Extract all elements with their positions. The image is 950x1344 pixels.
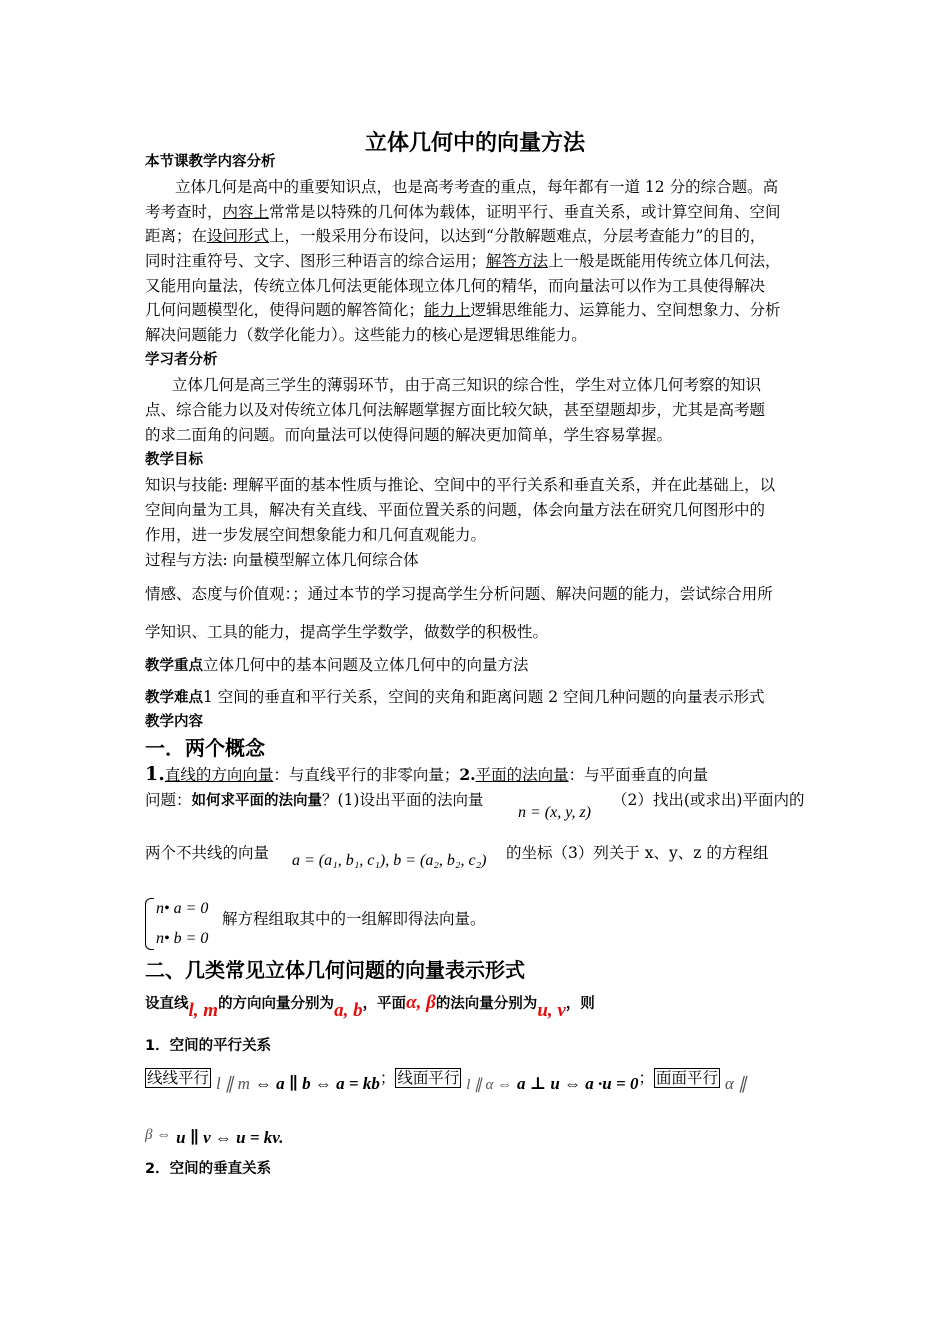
question-line: 问题：如何求平面的法向量？(1)设出平面的法向量 — [145, 791, 484, 809]
para-line: 学知识、工具的能力，提高学生学数学，做数学的积极性。 — [145, 623, 549, 641]
para-line: 距离；在设问形式上，一般采用分布设问，以达到“分散解题难点，分层考查能力”的目的， — [145, 227, 766, 245]
equation-1: n• a = 0 — [156, 900, 209, 917]
normal-vector-formula: n = (x, y, z) — [518, 804, 591, 821]
para-line: 过程与方法: 向量模型解立体几何综合体 — [145, 551, 419, 569]
para-line: 解方程组取其中的一组解即得法向量。 — [222, 910, 486, 928]
para-line: 又能用向量法，传统立体几何法更能体现立体几何的精华，而向量法可以作为工具使得解决 — [145, 277, 766, 295]
para-line: 的坐标（3）列关于 x、y、z 的方程组 — [506, 844, 769, 862]
label-plane-plane-parallel: 面面平行 — [655, 1069, 718, 1087]
para-line: 同时注重符号、文字、图形三种语言的综合运用；解答方法上一般是既能用传统立体几何法， — [145, 252, 781, 270]
heading-teaching-content: 教学内容 — [145, 714, 203, 730]
heading-content-analysis: 本节课教学内容分析 — [145, 154, 276, 170]
vector-coordinates-formula: a = (a₁, b₁, c₁), b = (a₂, b₂, c₂) — [292, 852, 487, 869]
setup-line: 设直线l, m的方向向量分别为a, b，平面α, β的法向量分别为u, v，则 — [145, 992, 595, 1021]
label-line-plane-parallel: 线面平行 — [397, 1069, 460, 1087]
para-line: 考考查时，内容上常常是以特殊的几何体为载体，证明平行、垂直关系，或计算空间角、空间 — [145, 203, 781, 221]
label-line-line-parallel: 线线平行 — [147, 1069, 210, 1087]
concept-definitions: 1.直线的方向向量：与直线平行的非零向量；2.平面的法向量：与平面垂直的向量 — [145, 763, 709, 785]
para-line: 空间向量为工具，解决有关直线、平面位置关系的问题，体会向量方法在研究几何图形中的 — [145, 501, 766, 519]
heading-vector-forms: 二、几类常见立体几何问题的向量表示形式 — [145, 958, 525, 982]
heading-perpendicular-relations: 2．空间的垂直关系 — [145, 1161, 272, 1177]
heading-parallel-relations: 1．空间的平行关系 — [145, 1038, 272, 1054]
para-line: 立体几何是高三学生的薄弱环节，由于高三知识的综合性，学生对立体几何考察的知识 — [172, 376, 762, 394]
parallel-formulas-cont: β ⇔ u ∥ v ⇔ u = kv. — [145, 1127, 284, 1147]
equation-2: n• b = 0 — [156, 930, 209, 947]
heading-two-concepts: 一．两个概念 — [145, 736, 265, 760]
parallel-formulas: 线线平行 l ∥ m ⇔ a ∥ b ⇔ a = kb； 线面平行 l ∥ α ⇔ a ⊥ u ⇔ a ·u = 0； 面面平行 α ∥ — [147, 1069, 747, 1093]
para-line: 知识与技能: 理解平面的基本性质与推论、空间中的平行关系和垂直关系，并在此基础上，以 — [145, 476, 776, 494]
heading-teaching-goals: 教学目标 — [145, 452, 203, 468]
heading-learner-analysis: 学习者分析 — [145, 352, 218, 368]
equation-brace — [145, 898, 154, 950]
para-line: 情感、态度与价值观：；通过本节的学习提高学生分析问题、解决问题的能力，尝试综合用所 — [145, 585, 773, 603]
para-line: 解决问题能力（数学化能力）。这些能力的核心是逻辑思维能力。 — [145, 326, 587, 344]
difficulties-line: 教学难点1 空间的垂直和平行关系，空间的夹角和距离问题 2 空间几种问题的向量表示形式 — [145, 688, 765, 706]
para-line: 作用，进一步发展空间想象能力和几何直观能力。 — [145, 526, 487, 544]
para-line: 的求二面角的问题。而向量法可以使得问题的解决更加简单，学生容易掌握。 — [145, 426, 673, 444]
para-line: 两个不共线的向量 — [145, 844, 270, 862]
para-line: 点、综合能力以及对传统立体几何法解题掌握方面比较欠缺，甚至望题却步，尤其是高考题 — [145, 401, 766, 419]
para-line: 立体几何是高中的重要知识点，也是高考考查的重点，每年都有一道 12 分的综合题。高 — [175, 178, 779, 196]
para-line: 几何问题模型化，使得问题的解答简化；能力上逻辑思维能力、运算能力、空间想象力、分析 — [145, 301, 781, 319]
key-points-line: 教学重点立体几何中的基本问题及立体几何中的向量方法 — [145, 656, 529, 674]
step-two-text: （2）找出(或求出)平面内的 — [612, 791, 805, 809]
page-title: 立体几何中的向量方法 — [364, 131, 585, 156]
